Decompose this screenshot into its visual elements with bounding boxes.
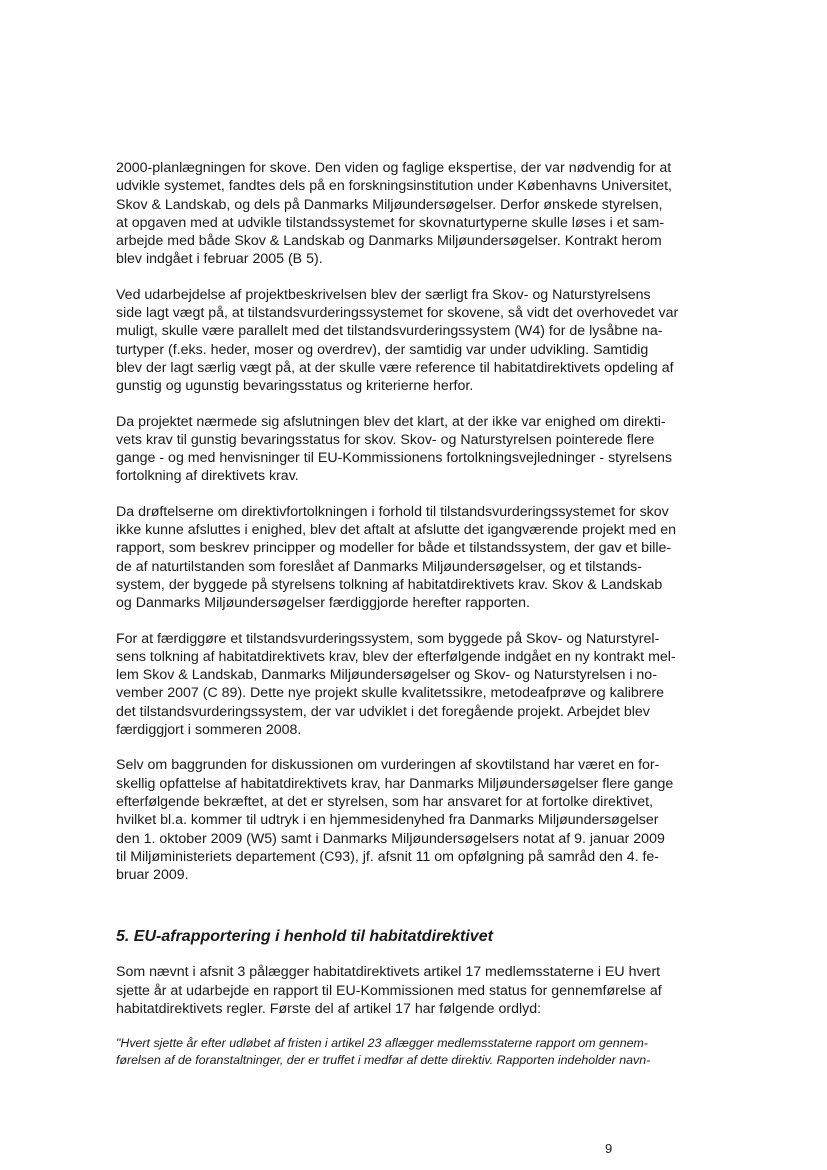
body-paragraph: Ved udarbejdelse af projektbeskrivelsen blev der særligt fra Skov- og Naturstyrelsens side lagt vægt på, at tilstandsvurderingssystemet for skovene, så vidt det overhovedet var muligt, skulle være parallelt med det tilstandsvurderingssystem (W4) for de lysåbne na- turtyper (f.eks. heder, moser og overdrev), der samtidig var under udvikling. Samtidig blev der lagt særlig vægt på, at der skulle være reference til habitatdirektivets opdeling af gunstig og ugunstig bevaringsstatus og kriterierne herfor. [116, 286, 679, 395]
section-heading: 5. EU-afrapportering i henhold til habitatdirektivet [116, 928, 493, 946]
body-paragraph: Da drøftelserne om direktivfortolkningen i forhold til tilstandsvurderingssystemet for skov ikke kunne afsluttes i enighed, blev det aftalt at afslutte det igangværende projekt med en rapport, som beskrev principper og modeller for både et tilstandssystem, der gav et bille- de af naturtilstanden som foreslået af Danmarks Miljøundersøgelser, og et tilstands- system, der byggede på styrelsens tolkning af habitatdirektivets krav. Skov & Landskab og Danmarks Miljøundersøgelser færdiggjorde herefter rapporten. [116, 503, 676, 612]
section-paragraph: Som nævnt i afsnit 3 pålægger habitatdirektivets artikel 17 medlemsstaterne i EU hvert sjette år at udarbejde en rapport til EU-Kommissionen med status for gennemførelse af habitatdirektivets regler. Første del af artikel 17 har følgende ordlyd: [116, 964, 662, 1017]
page-content [116, 159, 712, 1069]
quoted-article-text: "Hvert sjette år efter udløbet af fristen i artikel 23 aflægger medlemsstaterne rapport om gennem- førelsen af de foranstaltninger, der er truffet i medfør af dette direktiv. Rapporten indeholder navn- [116, 1036, 651, 1068]
page-number: 9 [605, 1141, 613, 1156]
body-paragraph: Da projektet nærmede sig afslutningen blev det klart, at der ikke var enighed om direkti- vets krav til gunstig bevaringsstatus for skov. Skov- og Naturstyrelsen pointerede flere gange - og med henvisninger til EU-Kommissionens fortolkningsvejledninger - styrelsens fortolkning af direktivets krav. [116, 413, 672, 485]
body-paragraph: For at færdiggøre et tilstandsvurderingssystem, som byggede på Skov- og Naturstyrel- sens tolkning af habitatdirektivets krav, blev der efterfølgende indgået en ny kontrakt mel- lem Skov & Landskab, Danmarks Miljøundersøgelser og Skov- og Naturstyrelsen i no- vember 2007 (C 89). Dette nye projekt skulle kvalitetssikre, metodeafprøve og kalibrere det tilstandsvurderingssystem, der var udviklet i det foregående projekt. Arbejdet blev færdiggjort i sommeren 2008. [116, 630, 676, 739]
body-paragraph: 2000-planlægningen for skove. Den viden og faglige ekspertise, der var nødvendig for at udvikle systemet, fandtes dels på en forskningsinstitution under Københavns Universitet, Skov & Landskab, og dels på Danmarks Miljøundersøgelser. Derfor ønskede styrelsen, at opgaven med at udvikle tilstandssystemet for skovnaturtyperne skulle løses i et sam- arbejde med både Skov & Landskab og Danmarks Miljøundersøgelser. Kontrakt herom blev indgået i februar 2005 (B 5). [116, 160, 672, 268]
body-paragraph: Selv om baggrunden for diskussionen om vurderingen af skovtilstand har været en for- skellig opfattelse af habitatdirektivets krav, har Danmarks Miljøundersøgelser flere gange efterfølgende bekræftet, at det er styrelsen, som har ansvaret for at fortolke direktivet, hvilket bl.a. kommer til udtryk i en hjemmesidenyhed fra Danmarks Miljøundersøgelser den 1. oktober 2009 (W5) samt i Danmarks Miljøundersøgelsers notat af 9. januar 2009 til Miljøministeriets departement (C93), jf. afsnit 11 om opfølgning på samråd den 4. fe- bruar 2009. [116, 757, 674, 884]
